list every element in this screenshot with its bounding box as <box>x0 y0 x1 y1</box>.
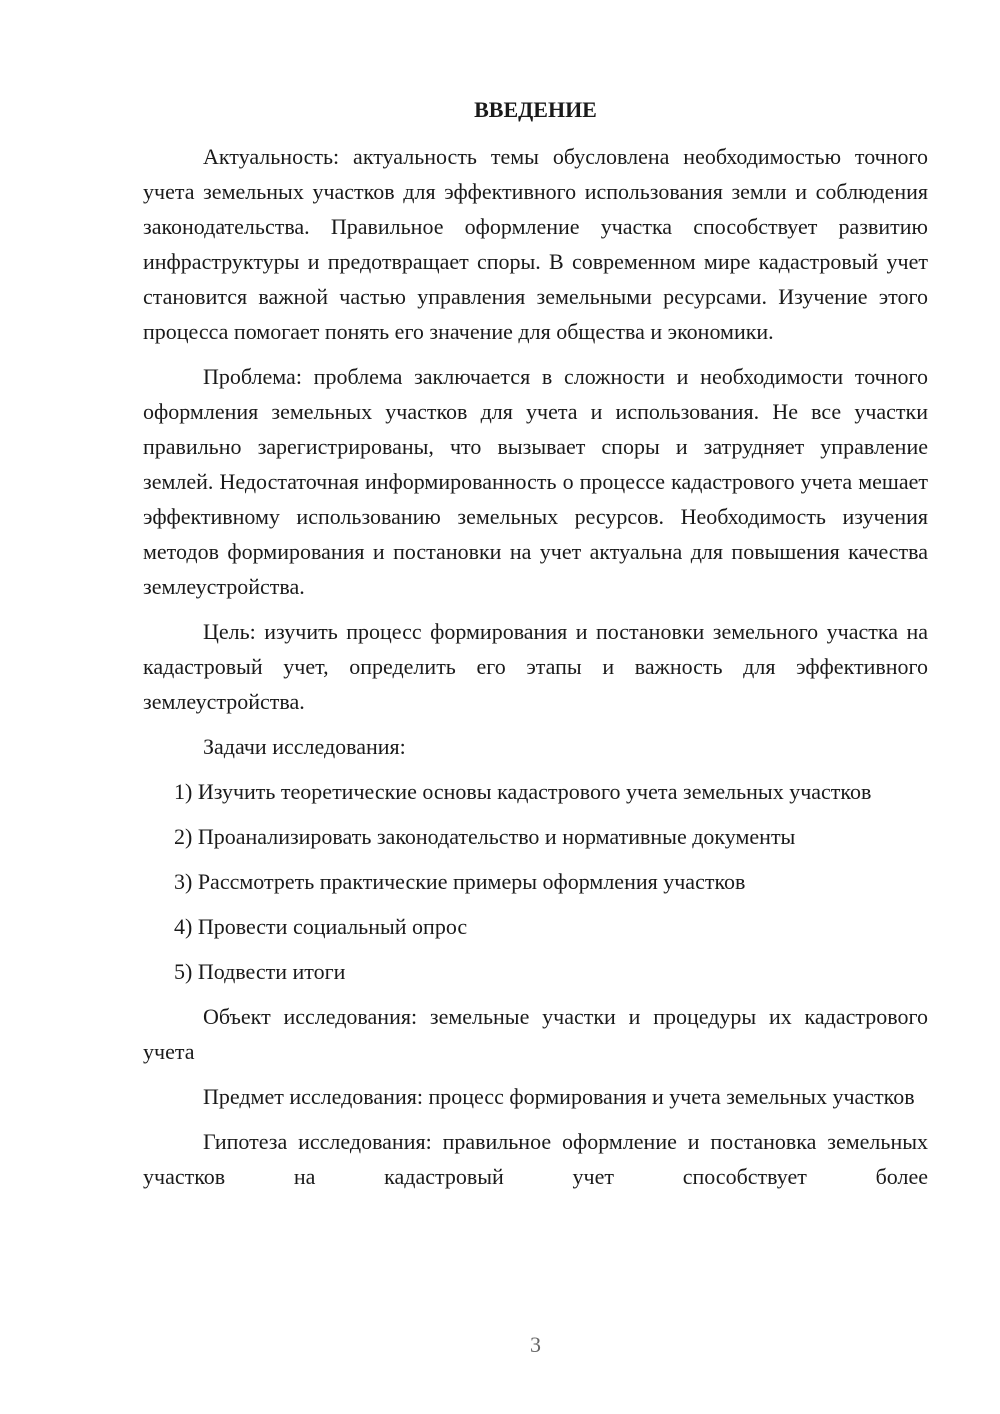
tasks-title: Задачи исследования: <box>203 734 406 759</box>
task-item: 2) Проанализировать законодательство и нормативные документы <box>174 824 796 849</box>
task-item: 3) Рассмотреть практические примеры оформления участков <box>174 869 746 894</box>
object-paragraph: Объект исследования: земельные участки и процедуры их кадастрового учета <box>143 1004 928 1064</box>
goal-paragraph: Цель: изучить процесс формирования и постановки земельного участка на кадастровый учет, определить его этапы и важность для эффективного землеустройства. <box>143 619 928 714</box>
page-number: 3 <box>530 1332 541 1357</box>
section-heading: ВВЕДЕНИЕ <box>474 97 597 122</box>
task-item: 4) Провести социальный опрос <box>174 914 468 939</box>
task-item: 5) Подвести итоги <box>174 959 346 984</box>
task-item: 1) Изучить теоретические основы кадастрового учета земельных участков <box>174 779 872 804</box>
subject-paragraph: Предмет исследования: процесс формирования и учета земельных участков <box>203 1084 915 1109</box>
hypothesis-paragraph: Гипотеза исследования: правильное оформление и постановка земельных участков на кадастровый учет способствует более <box>143 1129 928 1189</box>
relevance-paragraph: Актуальность: актуальность темы обусловлена необходимостью точного учета земельных участков для эффективного использования земли и соблюдения законодательства. Правильное оформление участка способствует развитию инфраструктуры и предотвращает споры. В современном мире кадастровый учет становится важной частью управления земельными ресурсами. Изучение этого процесса помогает понять его значение для общества и экономики. <box>143 144 928 344</box>
problem-paragraph: Проблема: проблема заключается в сложности и необходимости точного оформления земельных участков для учета и использования. Не все участки правильно зарегистрированы, что вызывает споры и затрудняет управление землей. Недостаточная информированность о процессе кадастрового учета мешает эффективному использованию земельных ресурсов. Необходимость изучения методов формирования и постановки на учет актуальна для повышения качества землеустройства. <box>143 364 928 599</box>
document-page <box>143 96 928 1194</box>
